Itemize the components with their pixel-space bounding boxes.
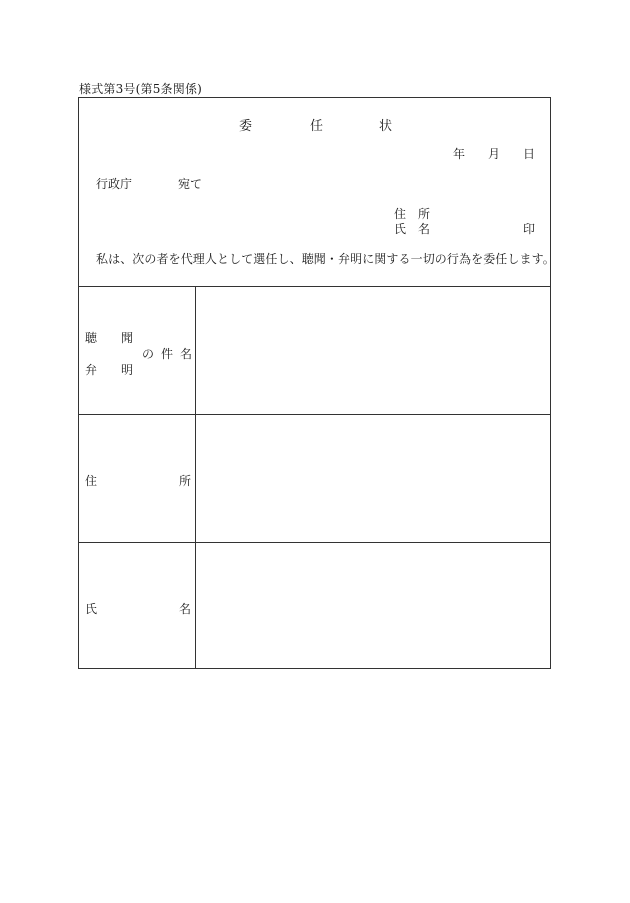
name-label-char-1: 氏: [85, 602, 98, 616]
signer-address-char-2: 所: [418, 207, 431, 221]
agent-address-field[interactable]: [196, 415, 550, 542]
addressee-office: 行政庁: [96, 177, 133, 191]
case-label-suffix-1: の: [142, 347, 155, 361]
case-label-char-2: 聞: [121, 331, 134, 345]
agent-name-field[interactable]: [196, 543, 550, 668]
title-char-3: 状: [379, 119, 393, 134]
title-char-1: 委: [239, 119, 253, 134]
case-name-field[interactable]: [196, 287, 550, 414]
case-label-char-1: 聴: [85, 331, 98, 345]
date-day-label: 日: [523, 147, 536, 161]
date-year-label: 年: [453, 147, 466, 161]
address-label-char-2: 所: [179, 474, 192, 488]
signer-address-char-1: 住: [394, 207, 407, 221]
seal-mark: 印: [523, 222, 536, 236]
case-label-char-3: 弁: [85, 363, 98, 377]
case-label-suffix-3: 名: [180, 347, 193, 361]
signer-name-char-2: 名: [418, 222, 431, 236]
case-label-char-4: 明: [121, 363, 134, 377]
form-number-label: 様式第3号(第5条関係): [79, 82, 203, 96]
address-label-char-1: 住: [85, 474, 98, 488]
date-month-label: 月: [488, 147, 501, 161]
proxy-form: [78, 97, 555, 669]
title-char-2: 任: [310, 119, 324, 134]
addressee-suffix: 宛て: [178, 177, 203, 191]
name-label-char-2: 名: [179, 602, 192, 616]
signer-name-char-1: 氏: [394, 222, 407, 236]
delegation-statement: 私は、次の者を代理人として選任し、聴聞・弁明に関する一切の行為を委任します。: [96, 252, 555, 266]
case-label-suffix-2: 件: [161, 347, 174, 361]
